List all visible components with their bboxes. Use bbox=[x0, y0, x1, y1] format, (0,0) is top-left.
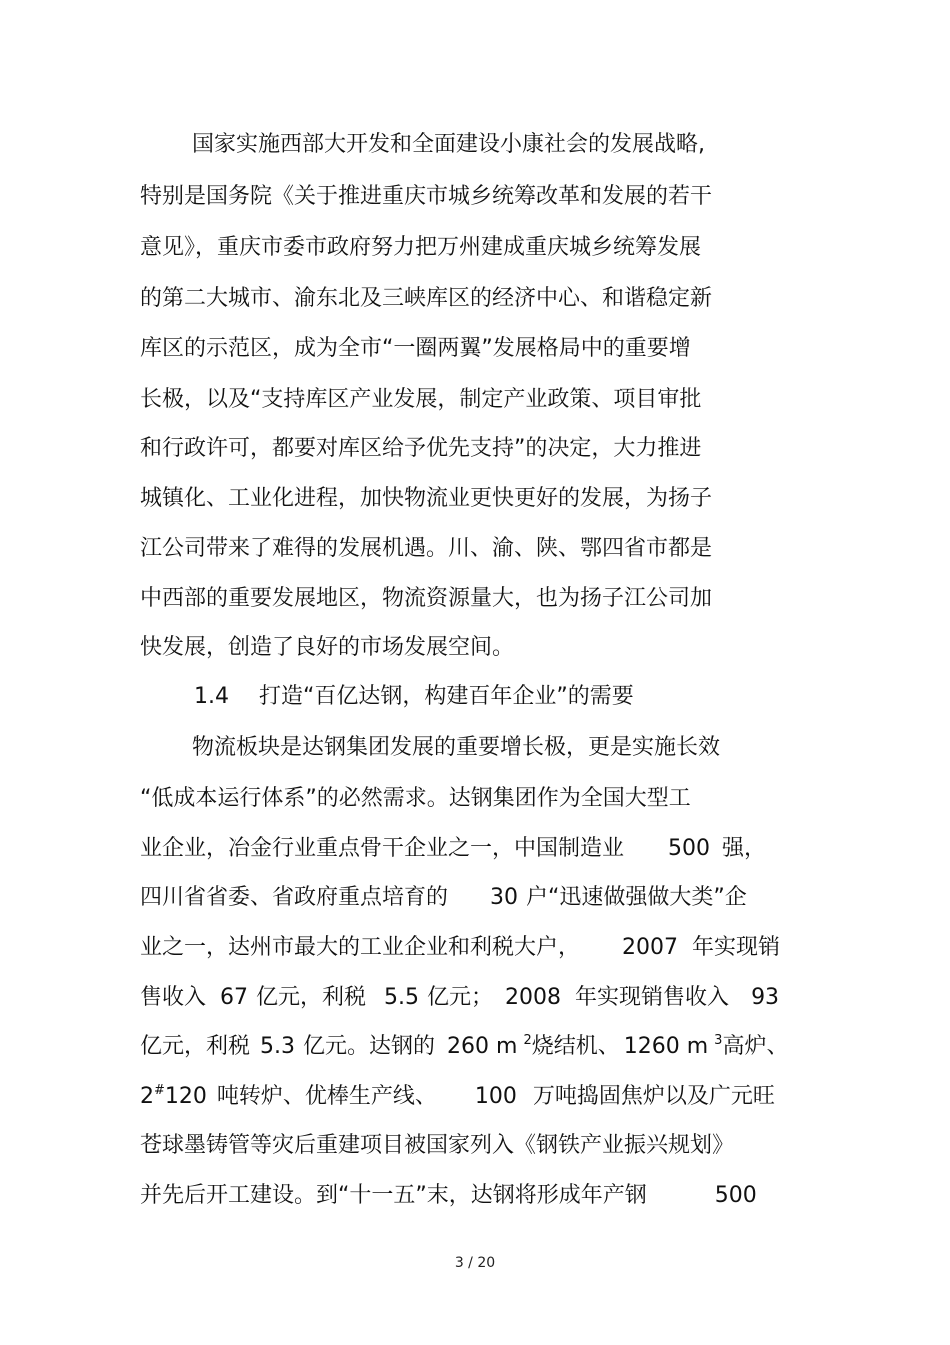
text-run: 并先后开工建设。到“十一五”末，达钢将形成年产钢 bbox=[140, 1183, 647, 1208]
text-run: 万吨捣固焦炉以及广元旺 bbox=[532, 1084, 775, 1109]
number-run: 120 bbox=[164, 1084, 207, 1109]
number-run: 2007 bbox=[622, 935, 679, 960]
number-run: 5.5 bbox=[384, 985, 420, 1010]
number-run: 500 bbox=[668, 836, 711, 861]
text-run: 年实现销售收入 bbox=[575, 985, 730, 1010]
number-run: 93 bbox=[751, 985, 780, 1010]
paragraph-line bbox=[140, 1083, 775, 1109]
paragraph-line: 快发展，创造了良好的市场发展空间。 bbox=[140, 635, 515, 660]
section-number: 1.4 bbox=[194, 684, 229, 709]
superscript: 2 bbox=[523, 1033, 532, 1048]
paragraph-line bbox=[140, 838, 766, 860]
paragraph-line: 江公司带来了难得的发展机遇。川、渝、陕、鄂四省市都是 bbox=[140, 536, 713, 561]
page-number: 3 / 20 bbox=[454, 1255, 496, 1271]
paragraph-line: “低成本运行体系”的必然需求。达钢集团作为全国大型工 bbox=[140, 786, 691, 811]
number-run: 67 bbox=[220, 985, 249, 1010]
text-run: 亿元。达钢的 bbox=[303, 1034, 436, 1059]
paragraph-line: 长极，以及“支持库区产业发展，制定产业政策、项目审批 bbox=[140, 387, 702, 412]
section-heading bbox=[194, 686, 634, 708]
paragraph-line: 和行政许可，都要对库区给予优先支持”的决定，大力推进 bbox=[140, 436, 702, 461]
text-run: 四川省省委、省政府重点培育的 bbox=[140, 885, 449, 910]
text-run: 吨转炉、优棒生产线、 bbox=[216, 1084, 437, 1109]
section-title: 打造“百亿达钢，构建百年企业”的需要 bbox=[259, 684, 634, 709]
paragraph-line: 城镇化、工业化进程，加快物流业更快更好的发展，为扬子 bbox=[140, 486, 713, 511]
paragraph-line bbox=[140, 937, 780, 959]
text-run: 高炉、 bbox=[722, 1034, 789, 1059]
text-run: 强， bbox=[722, 836, 767, 861]
paragraph-line: 特别是国务院《关于推进重庆市城乡统筹改革和发展的若干 bbox=[140, 184, 713, 209]
text-run: 亿元； bbox=[427, 985, 494, 1010]
superscript: # bbox=[154, 1083, 165, 1098]
number-run: 260 m bbox=[447, 1034, 518, 1059]
paragraph-line: 物流板块是达钢集团发展的重要增长极，更是实施长效 bbox=[192, 735, 721, 760]
number-run: 2 bbox=[140, 1084, 154, 1109]
text-run: 亿元，利税 bbox=[140, 1034, 251, 1059]
number-run: 500 bbox=[714, 1183, 757, 1208]
text-run: 亿元，利税 bbox=[256, 985, 367, 1010]
paragraph-line: 意见》，重庆市委市政府努力把万州建成重庆城乡统筹发展 bbox=[140, 235, 702, 260]
number-run: 1260 m bbox=[623, 1034, 709, 1059]
number-run: 30 bbox=[490, 885, 519, 910]
text-run: 售收入 bbox=[140, 985, 207, 1010]
text-run: 业企业，冶金行业重点骨干企业之一，中国制造业 bbox=[140, 836, 625, 861]
text-run: 年实现销 bbox=[692, 935, 781, 960]
paragraph-line: 苍球墨铸管等灾后重建项目被国家列入《钢铁产业振兴规划》 bbox=[140, 1133, 735, 1158]
paragraph-line: 国家实施西部大开发和全面建设小康社会的发展战略, bbox=[192, 132, 705, 157]
paragraph-line: 库区的示范区，成为全市“一圈两翼”发展格局中的重要增 bbox=[140, 336, 691, 361]
number-run: 100 bbox=[474, 1084, 517, 1109]
text-run: 业之一，达州市最大的工业企业和利税大户， bbox=[140, 935, 581, 960]
paragraph-line bbox=[140, 1033, 789, 1059]
text-run: 户“迅速做强做大类”企 bbox=[526, 885, 747, 910]
number-run: 5.3 bbox=[260, 1034, 296, 1059]
paragraph-line bbox=[140, 887, 747, 909]
paragraph-line: 中西部的重要发展地区，物流资源量大，也为扬子江公司加 bbox=[140, 586, 713, 611]
paragraph-line bbox=[140, 1185, 757, 1207]
paragraph-line: 的第二大城市、渝东北及三峡库区的经济中心、和谐稳定新 bbox=[140, 286, 713, 311]
text-run: 烧结机、 bbox=[531, 1034, 620, 1059]
superscript: 3 bbox=[714, 1033, 723, 1048]
paragraph-line bbox=[140, 987, 779, 1009]
number-run: 2008 bbox=[505, 985, 562, 1010]
